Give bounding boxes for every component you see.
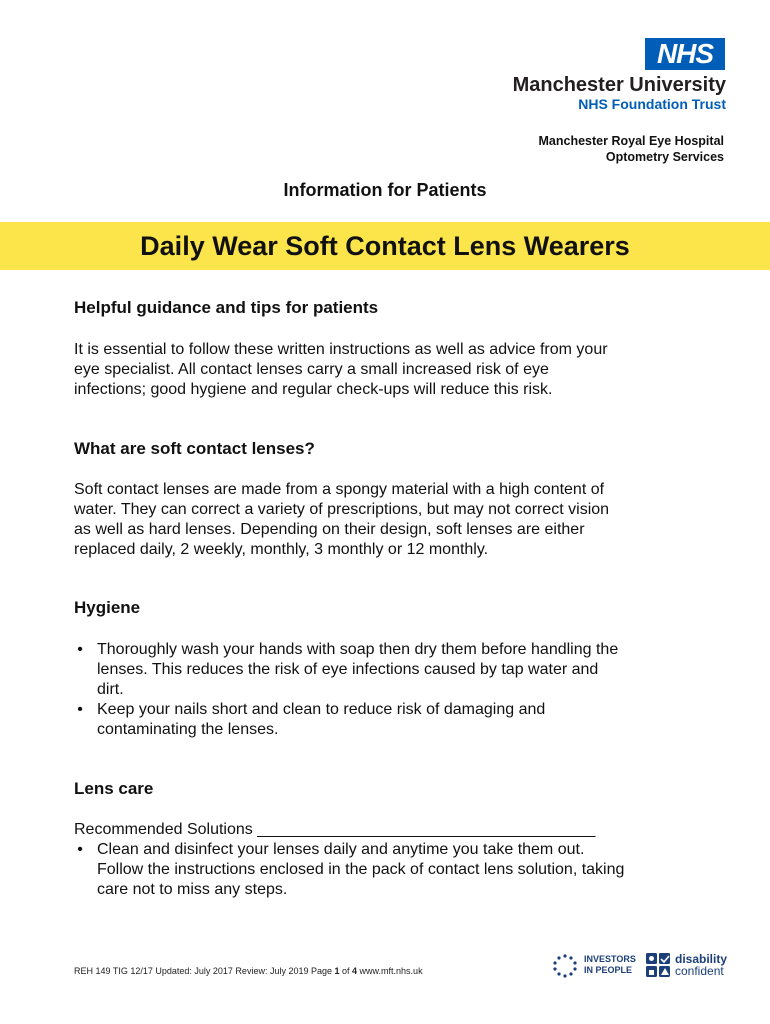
iip-line-1: INVESTORS [584, 954, 636, 964]
disability-confident-icon [645, 952, 673, 980]
document-title: Daily Wear Soft Contact Lens Wearers [140, 231, 630, 261]
nhs-logo: NHS [645, 38, 725, 70]
list-item-line: contaminating the lenses. [97, 721, 279, 738]
laurel-icon [550, 953, 580, 979]
info-title: Information for Patients [283, 180, 487, 200]
what-are-line: replaced daily, 2 weekly, monthly, 3 monthly or 12 monthly. [74, 541, 489, 558]
title-banner [0, 222, 770, 270]
lens-care-list [74, 840, 704, 900]
list-item [74, 640, 704, 700]
guidance-line: It is essential to follow these written instructions as well as advice from your [74, 341, 608, 358]
list-item-line: Keep your nails short and clean to reduce risk of damaging and [97, 701, 546, 718]
iip-text [584, 954, 636, 976]
bullet-icon: • [77, 841, 83, 858]
list-item-line: Thoroughly wash your hands with soap then dry them before handling the [97, 641, 619, 658]
department-line-1: Manchester Royal Eye Hospital [538, 134, 724, 148]
guidance-line: infections; good hygiene and regular check-ups will reduce this risk. [74, 381, 553, 398]
list-item-line: care not to miss any steps. [97, 881, 288, 898]
org-subtitle: NHS Foundation Trust [578, 96, 726, 112]
department-line-2: Optometry Services [605, 150, 724, 164]
what-are-line: Soft contact lenses are made from a spongy material with a high content of [74, 481, 605, 498]
bullet-icon: • [77, 701, 83, 718]
bullet-icon: • [77, 641, 83, 658]
what-are-paragraph [74, 480, 704, 560]
hygiene-list [74, 640, 704, 740]
footer-page-total: 4 [352, 966, 358, 976]
footer-page-number: 1 [334, 966, 340, 976]
list-item [74, 700, 704, 740]
footer-ref-text: REH 149 TIG 12/17 Updated: July 2017 Review: July 2019 Page [74, 966, 335, 976]
hygiene-heading: Hygiene [74, 598, 141, 617]
recommended-solutions: Recommended Solutions ______________________________________ [74, 821, 596, 838]
list-item-line: lenses. This reduces the risk of eye infections caused by tap water and [97, 661, 599, 678]
lens-care-heading: Lens care [74, 779, 154, 798]
org-name: Manchester University [512, 74, 726, 96]
list-item [74, 840, 704, 900]
guidance-paragraph [74, 340, 704, 400]
dc-line-1: disability [675, 952, 728, 966]
guidance-heading: Helpful guidance and tips for patients [74, 298, 379, 317]
iip-line-2: IN PEOPLE [584, 965, 633, 975]
investors-in-people-logo [550, 953, 634, 979]
list-item-line: Follow the instructions enclosed in the pack of contact lens solution, taking [97, 861, 625, 878]
what-are-line: as well as hard lenses. Depending on their design, soft lenses are either [74, 521, 585, 538]
what-are-heading: What are soft contact lenses? [74, 439, 315, 458]
list-item-line: dirt. [97, 681, 124, 698]
footer-of: of [339, 966, 353, 976]
guidance-line: eye specialist. All contact lenses carry a small increased risk of eye [74, 361, 549, 378]
what-are-line: water. They can correct a variety of prescriptions, but may not correct vision [74, 501, 610, 518]
footer-url: www.mft.nhs.uk [357, 966, 423, 976]
dc-line-2: confident [675, 964, 724, 978]
footer-reference [74, 966, 423, 976]
disability-confident-logo [645, 952, 729, 980]
list-item-line: Clean and disinfect your lenses daily and anytime you take them out. [97, 841, 585, 858]
